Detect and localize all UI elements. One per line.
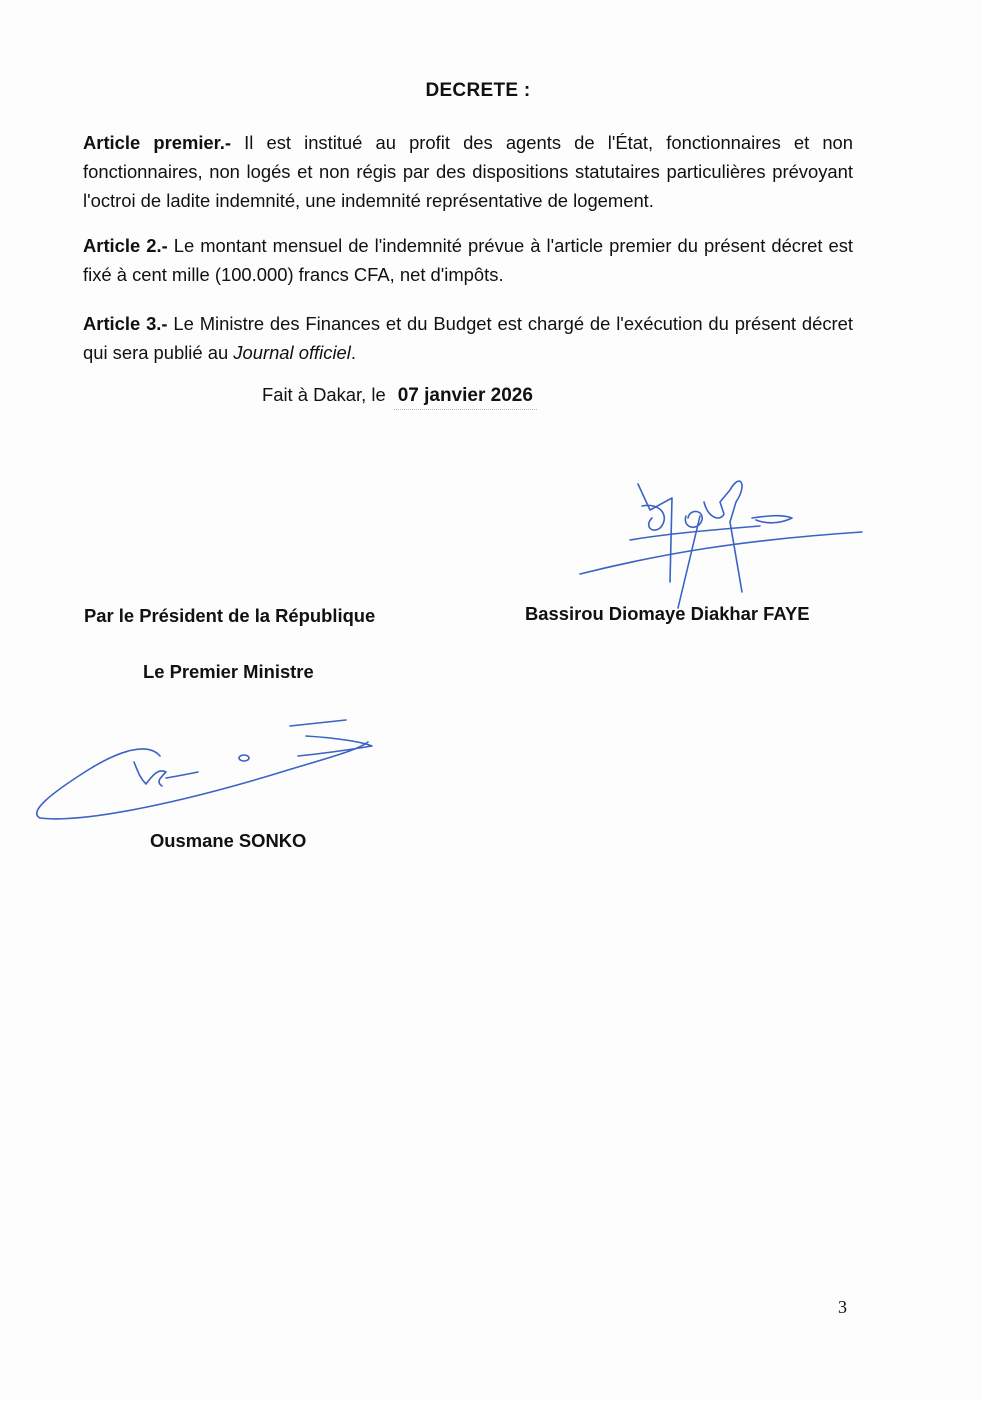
article-3-text: Le Ministre des Finances et du Budget est chargé de l'exécution du présent décret qui sera publié au: [83, 313, 853, 363]
prime-minister-signature: [28, 712, 388, 832]
article-2-text: Le montant mensuel de l'indemnité prévue à l'article premier du présent décret est fixé à cent mille (100.000) francs CFA, net d'impôts.: [83, 235, 854, 285]
article-premier-text: Il est institué au profit des agents de l'État, fonctionnaires et non fonctionnaires, non logés et non régis par des dispositions statutaires particulières prévoyant l'octroi de ladite indemnité, une indemnité représentative de logement.: [83, 132, 854, 211]
decree-heading: DECRETE :: [425, 80, 531, 101]
journal-officiel-title: Journal officiel: [233, 342, 351, 363]
date-prefix: Fait à Dakar, le: [262, 384, 386, 405]
article-premier-lead: Article premier.-: [83, 132, 232, 153]
article-3: [83, 309, 853, 367]
president-signature: [570, 462, 870, 612]
date-value: 07 janvier 2026: [394, 385, 537, 410]
article-3-lead: Article 3.-: [83, 313, 168, 334]
article-premier: [83, 128, 853, 215]
page-number: 3: [838, 1297, 847, 1317]
article-2-lead: Article 2.-: [83, 235, 168, 256]
article-3-end: .: [350, 342, 356, 363]
president-name: Bassirou Diomaye Diakhar FAYE: [525, 603, 810, 624]
prime-minister-name: Ousmane SONKO: [150, 830, 307, 851]
article-2: [83, 231, 853, 289]
prime-minister-title: Le Premier Ministre: [143, 661, 314, 682]
by-president-label: Par le Président de la République: [84, 605, 376, 626]
date-line: [262, 384, 537, 410]
